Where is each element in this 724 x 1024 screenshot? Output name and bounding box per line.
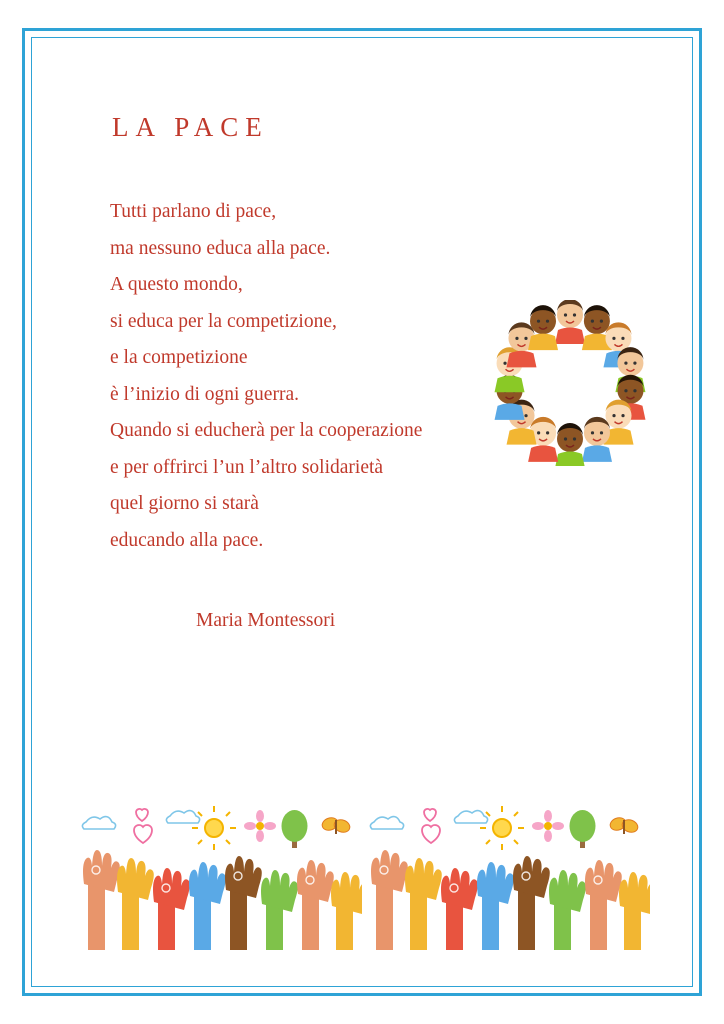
poem-line: ma nessuno educa alla pace. xyxy=(110,237,331,259)
raised-hands-group xyxy=(362,800,650,950)
poem-line: e per offrirci l’un l’altro solidarietà xyxy=(110,456,384,478)
poem-line: educando alla pace. xyxy=(110,529,264,551)
poem-line: è l’inizio di ogni guerra. xyxy=(110,383,299,405)
poem-line: A questo mondo, xyxy=(110,274,243,295)
children-circle-illustration xyxy=(487,300,653,466)
raised-hands-banner xyxy=(74,800,650,950)
poem-body xyxy=(110,194,540,559)
poem-line: Quando si educherà per la cooperazione xyxy=(110,420,423,441)
poem-author: Maria Montessori xyxy=(196,610,336,631)
raised-hands-group xyxy=(74,800,362,950)
page-title: LA PACE xyxy=(112,112,269,142)
poem-line: quel giorno si starà xyxy=(110,493,259,514)
poem-line: Tutti parlano di pace, xyxy=(110,201,277,222)
poem-line: e la competizione xyxy=(110,347,248,368)
poem-line: si educa per la competizione, xyxy=(110,310,337,332)
